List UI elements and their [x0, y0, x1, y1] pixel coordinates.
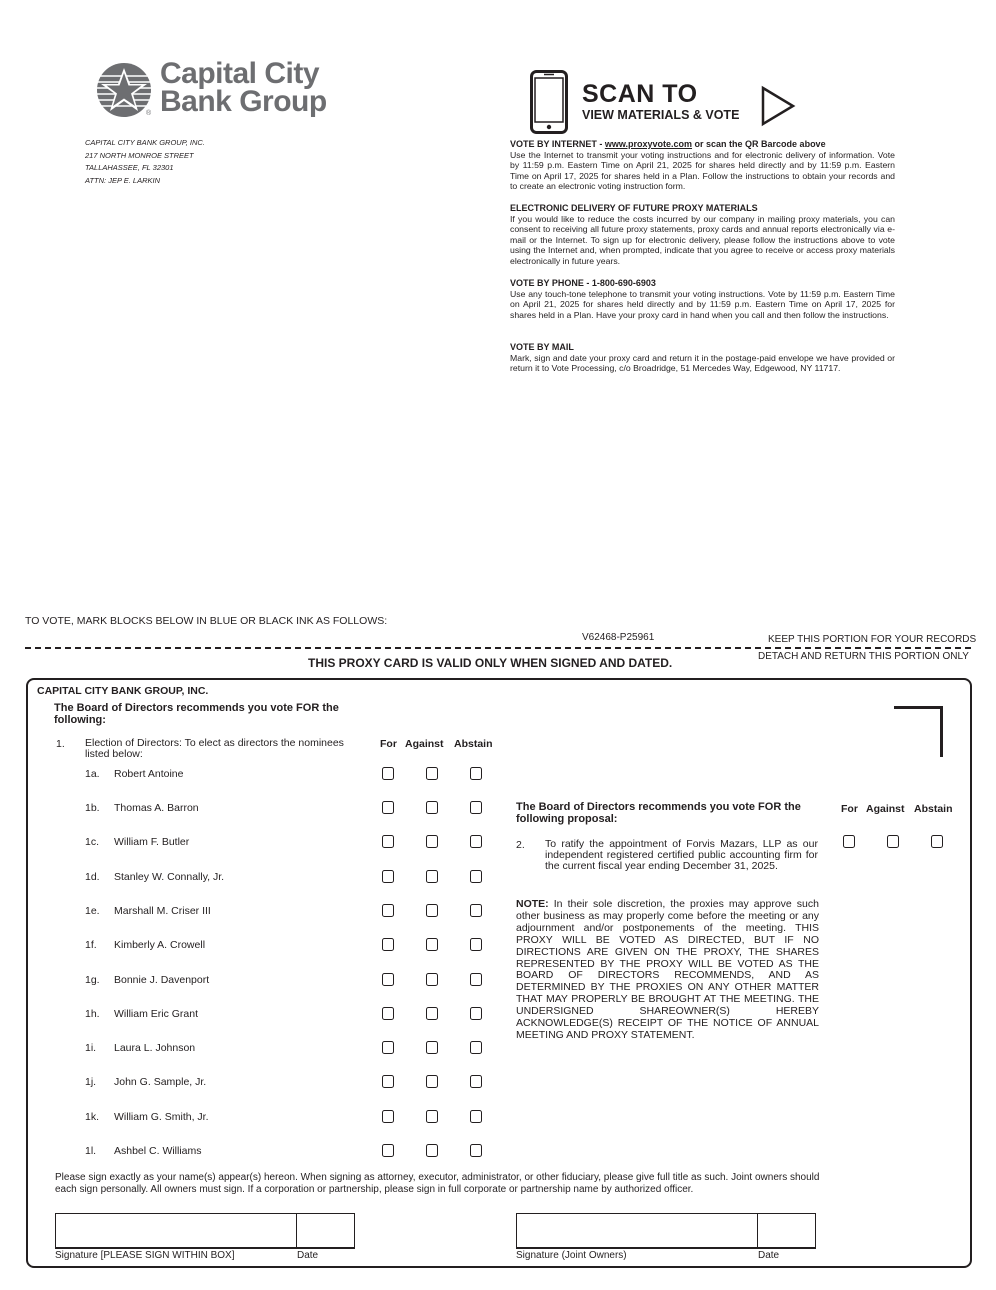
- nominee-number: 1c.: [85, 836, 100, 848]
- nominee-number: 1a.: [85, 768, 100, 780]
- joint-owner-signature-field[interactable]: [516, 1213, 758, 1249]
- vote-for-checkbox[interactable]: [382, 1110, 394, 1123]
- vote-for-checkbox[interactable]: [382, 1144, 394, 1157]
- nominee-number: 1i.: [85, 1042, 97, 1054]
- vote-for-checkbox[interactable]: [382, 1007, 394, 1020]
- vote-abstain-checkbox[interactable]: [470, 1075, 482, 1088]
- vote-against-checkbox[interactable]: [426, 835, 438, 848]
- scan-to-subtitle: VIEW MATERIALS & VOTE: [582, 108, 740, 122]
- valid-notice: THIS PROXY CARD IS VALID ONLY WHEN SIGNED AND DATED.: [308, 656, 673, 670]
- vote-abstain-checkbox[interactable]: [470, 801, 482, 814]
- nominee-name: Robert Antoine: [114, 768, 184, 780]
- vote-by-mail-heading: VOTE BY MAIL: [510, 342, 574, 352]
- vote-abstain-checkbox[interactable]: [470, 973, 482, 986]
- signing-instructions: Please sign exactly as your name(s) appear(s) hereon. When signing as attorney, executor, administrator, or other fiduciary, please give full title as such. Joint owners should each sign personally. All owners must sign. If a corporation or partnership, please sign in full corporate or partnership name by authorized officer.: [55, 1172, 820, 1195]
- nominee-number: 1d.: [85, 871, 100, 883]
- vote-by-mail-section: [510, 342, 895, 374]
- proposal-2-text: To ratify the appointment of Forvis Mazars, LLP as our independent registered certified public accounting firm for the current fiscal year ending December 31, 2025.: [545, 838, 818, 872]
- vote-abstain-checkbox[interactable]: [470, 904, 482, 917]
- vote-by-internet-section: [510, 139, 895, 192]
- vote-for-checkbox[interactable]: [382, 767, 394, 780]
- proposal-1-text: Election of Directors: To elect as directors the nominees listed below:: [85, 737, 344, 760]
- vote-for-checkbox[interactable]: [382, 870, 394, 883]
- nominee-name: William Eric Grant: [114, 1008, 199, 1020]
- joint-owner-date-field[interactable]: [758, 1213, 816, 1249]
- joint-owner-date-label: Date: [758, 1250, 780, 1261]
- vote-abstain-checkbox[interactable]: [470, 1110, 482, 1123]
- nominee-number: 1f.: [85, 939, 97, 951]
- electronic-delivery-section: [510, 203, 895, 267]
- vote-by-phone-heading: VOTE BY PHONE - 1-800-690-6903: [510, 278, 656, 288]
- nominee-number: 1j.: [85, 1076, 97, 1088]
- vote-against-checkbox[interactable]: [426, 938, 438, 951]
- nominee-number: 1h.: [85, 1008, 100, 1020]
- proposal-2-for-checkbox[interactable]: [843, 835, 855, 848]
- vote-by-internet-heading: VOTE BY INTERNET - www.proxyvote.com or scan the QR Barcode above: [510, 139, 826, 149]
- logo-line-1: Capital City: [160, 57, 320, 90]
- vote-abstain-checkbox[interactable]: [470, 1144, 482, 1157]
- column-header-abstain: Abstain: [454, 738, 493, 750]
- vote-for-checkbox[interactable]: [382, 801, 394, 814]
- nominee-name: William G. Smith, Jr.: [114, 1111, 209, 1123]
- column-header-against: Against: [866, 803, 905, 815]
- card-company-name: CAPITAL CITY BANK GROUP, INC.: [37, 685, 209, 697]
- nominee-number: 1e.: [85, 905, 100, 917]
- board-recommendation-2: The Board of Directors recommends you vote FOR the following proposal:: [516, 801, 801, 825]
- address-line: ATTN: JEP E. LARKIN: [85, 175, 161, 185]
- address-line: 217 NORTH MONROE STREET: [85, 150, 194, 160]
- address-line: CAPITAL CITY BANK GROUP, INC.: [85, 138, 205, 147]
- detach-dashed-line: [25, 647, 971, 649]
- vote-by-phone-body: Use any touch-tone telephone to transmit your voting instructions. Vote by 11:59 p.m. Eastern Time on April 21, 2025 for shares held directly and by 11:59 p.m. Eastern Time on April 17, 2025 for shares held in a Plan. Have your proxy card in hand when you call and then follow the instructions.: [510, 288, 895, 320]
- column-header-against: Against: [405, 738, 444, 750]
- vote-against-checkbox[interactable]: [426, 1110, 438, 1123]
- electronic-delivery-heading: ELECTRONIC DELIVERY OF FUTURE PROXY MATERIALS: [510, 203, 758, 213]
- nominee-name: Thomas A. Barron: [114, 802, 199, 814]
- corner-registration-mark: [894, 706, 943, 757]
- vote-for-checkbox[interactable]: [382, 904, 394, 917]
- company-address: [85, 137, 205, 187]
- vote-against-checkbox[interactable]: [426, 904, 438, 917]
- vote-abstain-checkbox[interactable]: [470, 1041, 482, 1054]
- vote-against-checkbox[interactable]: [426, 870, 438, 883]
- vote-by-phone-section: [510, 278, 895, 320]
- nominee-name: William F. Butler: [114, 836, 190, 848]
- note-body: In their sole discretion, the proxies may approve such other business as may properly come before the meeting or any adjournment and/or postponements of the meeting. THIS PROXY WILL BE VOTED AS DIRECTED, BUT IF NO DIRECTIONS ARE GIVEN ON THE PROXY, THE SHARES REPRESENTED BY THE PROXY WILL BE VOTED AS THE BOARD OF DIRECTORS RECOMMENDS, AND AS DETERMINED BY THE PROXIES ON ANY OTHER MATTER THAT MAY PROPERLY BE BROUGHT AT THE MEETING. THE UNDERSIGNED SHAREOWNER(S) HEREBY ACKNOWLEDGE(S) RECEIPT OF THE NOTICE OF ANNUAL MEETING AND PROXY STATEMENT.: [516, 898, 819, 1041]
- proposal-2-number: 2.: [516, 839, 525, 851]
- company-logo-wordmark: [160, 57, 327, 118]
- vote-for-checkbox[interactable]: [382, 1041, 394, 1054]
- vote-for-checkbox[interactable]: [382, 835, 394, 848]
- keep-portion-label: KEEP THIS PORTION FOR YOUR RECORDS: [768, 634, 977, 645]
- proposal-2-abstain-checkbox[interactable]: [931, 835, 943, 848]
- capital-city-star-logo-icon: [96, 62, 152, 118]
- board-recommendation-1: The Board of Directors recommends you vote FOR the following:: [54, 702, 339, 726]
- to-vote-instruction: TO VOTE, MARK BLOCKS BELOW IN BLUE OR BLACK INK AS FOLLOWS:: [25, 615, 388, 627]
- vote-by-internet-body: Use the Internet to transmit your voting instructions and for electronic delivery of information. Vote by 11:59 p.m. Eastern Time on April 21, 2025 for shares held directly and by 11:59 p.m. Eastern Time on April 17, 2025 for shares held in a Plan. Follow the instructions to obtain your records and to create an electronic voting instruction form.: [510, 149, 895, 192]
- vote-abstain-checkbox[interactable]: [470, 767, 482, 780]
- nominee-name: Ashbel C. Williams: [114, 1145, 202, 1157]
- vote-against-checkbox[interactable]: [426, 1007, 438, 1020]
- electronic-delivery-body: If you would like to reduce the costs incurred by our company in mailing proxy materials, you can consent to receiving all future proxy statements, proxy cards and annual reports electronically via e-mail or the Internet. To sign up for electronic delivery, please follow the instructions above to vote using the Internet and, when prompted, indicate that you agree to receive or access proxy materials electronically in future years.: [510, 213, 895, 266]
- vote-abstain-checkbox[interactable]: [470, 870, 482, 883]
- note-text: [516, 899, 819, 1042]
- vote-against-checkbox[interactable]: [426, 1041, 438, 1054]
- vote-abstain-checkbox[interactable]: [470, 835, 482, 848]
- vote-against-checkbox[interactable]: [426, 801, 438, 814]
- mobile-phone-icon: [530, 70, 568, 134]
- registered-mark: ®: [146, 110, 152, 117]
- nominee-number: 1b.: [85, 802, 100, 814]
- vote-by-mail-body: Mark, sign and date your proxy card and return it in the postage-paid envelope we have provided or return it to Vote Processing, c/o Broadridge, 51 Mercedes Way, Edgewood, NY 11717.: [510, 352, 895, 374]
- date-field[interactable]: [297, 1213, 355, 1249]
- scan-to-title: SCAN TO: [582, 80, 698, 108]
- vote-for-checkbox[interactable]: [382, 938, 394, 951]
- play-arrow-icon: [760, 85, 796, 127]
- vote-against-checkbox[interactable]: [426, 1144, 438, 1157]
- column-header-for: For: [841, 803, 858, 815]
- vote-against-checkbox[interactable]: [426, 973, 438, 986]
- control-code: V62468-P25961: [582, 632, 655, 643]
- vote-for-checkbox[interactable]: [382, 1075, 394, 1088]
- proposal-2-against-checkbox[interactable]: [887, 835, 899, 848]
- signature-field[interactable]: [55, 1213, 297, 1249]
- note-label: NOTE:: [516, 898, 549, 910]
- column-header-for: For: [380, 738, 397, 750]
- nominee-name: Kimberly A. Crowell: [114, 939, 206, 951]
- address-line: TALLAHASSEE, FL 32301: [85, 163, 174, 172]
- proxyvote-link[interactable]: www.proxyvote.com: [604, 139, 693, 149]
- nominee-number: 1k.: [85, 1111, 100, 1123]
- vote-abstain-checkbox[interactable]: [470, 938, 482, 951]
- signature-label: Signature [PLEASE SIGN WITHIN BOX]: [55, 1250, 235, 1261]
- nominee-number: 1l.: [85, 1145, 97, 1157]
- nominee-name: Bonnie J. Davenport: [114, 974, 210, 986]
- detach-portion-label: DETACH AND RETURN THIS PORTION ONLY: [758, 651, 969, 662]
- nominee-number: 1g.: [85, 974, 100, 986]
- nominee-name: John G. Sample, Jr.: [114, 1076, 207, 1088]
- vote-for-checkbox[interactable]: [382, 973, 394, 986]
- vote-against-checkbox[interactable]: [426, 767, 438, 780]
- proposal-1-number: 1.: [56, 738, 65, 750]
- date-label: Date: [297, 1250, 319, 1261]
- nominee-name: Laura L. Johnson: [114, 1042, 196, 1054]
- nominee-name: Stanley W. Connally, Jr.: [114, 871, 225, 883]
- column-header-abstain: Abstain: [914, 803, 953, 815]
- vote-abstain-checkbox[interactable]: [470, 1007, 482, 1020]
- nominee-name: Marshall M. Criser III: [114, 905, 211, 917]
- joint-owner-signature-label: Signature (Joint Owners): [516, 1250, 627, 1261]
- logo-line-2: Bank Group: [160, 85, 327, 118]
- vote-against-checkbox[interactable]: [426, 1075, 438, 1088]
